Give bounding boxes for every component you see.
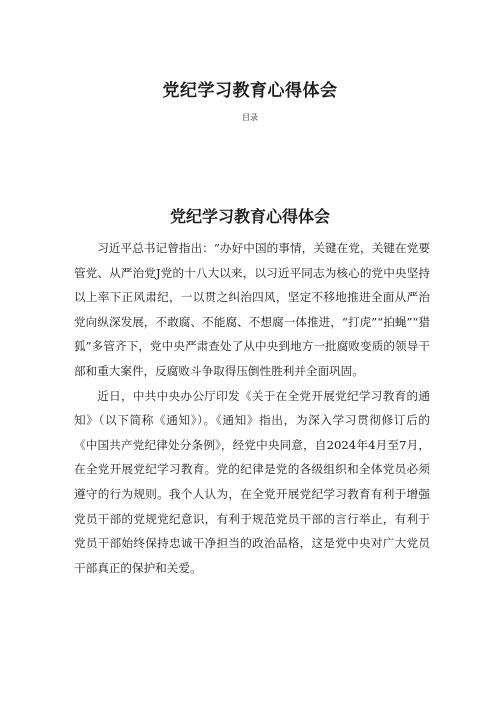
table-of-contents-label: 目录 bbox=[242, 113, 258, 122]
body-paragraph: 近日，中共中央办公厅印发《关于在全党开展党纪学习教育的通知》（以下简称《通知》）。《通知》指出，为深入学习贯彻修订后的《中国共产党纪律处分条例》，经党中央同意，自2024年4月至7月，在全党开展党纪学习教育。党的纪律是党的各级组织和全体党员必须遵守的行为规则。我个人认为，在全党开展党纪学习教育有利于增强党员干部的党规党纪意识，有利于规范党员干部的言行举止，有利于党员干部始终保持忠诚干净担当的政治品格，这是党中央对广大党员干部真正的保护和关爱。 bbox=[74, 388, 430, 575]
document-title: 党纪学习教育心得体会 bbox=[162, 81, 338, 101]
document-body bbox=[74, 236, 430, 580]
body-paragraph: 习近平总书记曾指出：“办好中国的事情，关键在党，关键在党要管党、从严治党J党的十八大以来，以习近平同志为核心的党中央坚持以上率下正风肃纪，一以贯之纠治四风，坚定不移地推进全面从严治党向纵深发展，不敢腐、不能腐、不想腐一体推进，“打虎”“拍蝇”“猎狐”多管齐下，党中央严肃查处了从中央到地方一批腐败变质的领导干部和重大案件，反腐败斗争取得压倒性胜利并全面巩固。 bbox=[74, 241, 430, 378]
section-title: 党纪学习教育心得体会 bbox=[169, 207, 330, 226]
